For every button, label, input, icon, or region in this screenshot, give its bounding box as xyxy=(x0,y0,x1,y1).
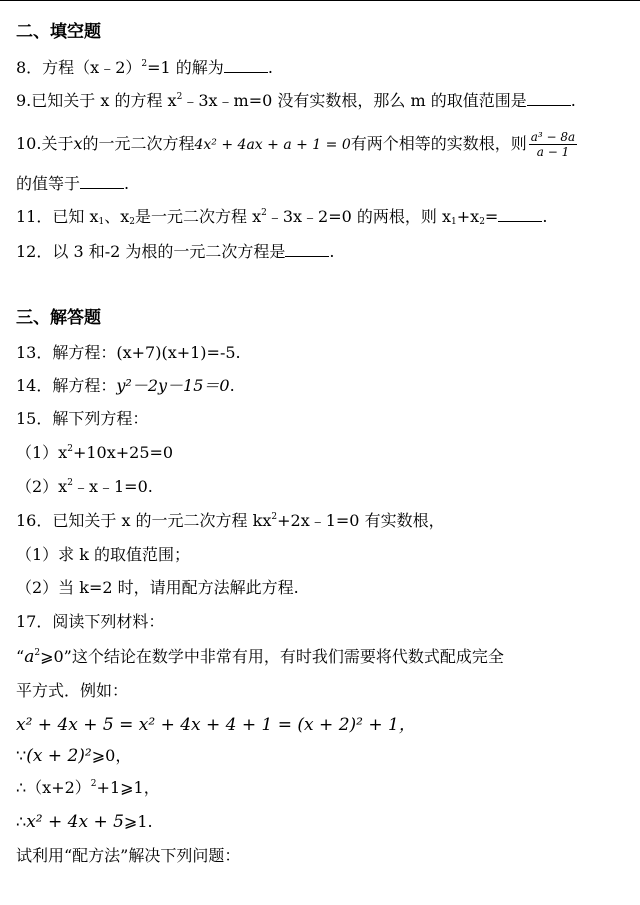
material-line-2: 平方式．例如： xyxy=(16,681,129,700)
material-line-6: ∴x² + 4x + 5⩾1. xyxy=(16,812,153,832)
question-10-continued: 的值等于 . xyxy=(16,174,130,193)
material-line-1: “$a^2⩾0$”这个结论在数学中非常有用，有时我们需要将代数式配成完全 xyxy=(16,647,504,667)
answer-blank xyxy=(80,174,124,189)
top-border-line xyxy=(0,0,640,1)
question-17: 17．阅读下列材料： xyxy=(16,612,165,631)
question-16-part-2: （2）当 k=2 时，请用配方法解此方程. xyxy=(16,578,299,597)
question-16-part-1: （1）求 k 的取值范围； xyxy=(16,545,191,564)
question-12: 12．以 3 和-2 为根的一元二次方程是 . xyxy=(16,242,335,261)
answer-blank xyxy=(498,207,542,222)
equation: 4x² + 4ax + a + 1 = 0 xyxy=(194,137,351,153)
answer-blank xyxy=(285,242,329,257)
material-line-7: 试利用“配方法”解决下列问题： xyxy=(16,846,241,865)
section-title-fill-in: 二、填空题 xyxy=(16,22,101,42)
material-line-5: $\therefore(x+2)^2+1⩾1$， xyxy=(16,778,160,797)
material-line-4: ∵(x + 2)²⩾0， xyxy=(16,746,132,766)
question-15: 15．解下列方程： xyxy=(16,409,149,428)
equation: y²－2y－15＝0 xyxy=(116,376,230,395)
question-11: 11．已知 $x_1$、$x_2$是一元二次方程 $x^2﹣3x﹣2=0$ 的两根，则 $x_1+x_2=$ . xyxy=(16,207,548,227)
question-10: 10.关于x的一元二次方程4x² + 4ax + a + 1 = 0有两个相等的实数根，则 $\frac{\text{a³ − 8a}}{a - 1}$ xyxy=(16,130,576,159)
answer-blank xyxy=(527,91,571,106)
material-line-3: x² + 4x + 5 = x² + 4x + 4 + 1 = (x + 2)² + 1， xyxy=(16,715,416,735)
question-16: 16．已知关于 x 的一元二次方程 $kx^2+2x﹣1=0$ 有实数根， xyxy=(16,511,445,530)
question-15-part-1: $(1)x^2+10x+25=0$ xyxy=(16,443,174,462)
question-15-part-2: $(2)x^2﹣x﹣1=0$. xyxy=(16,477,153,496)
question-8: 8．方程（x﹣2）$^2$=1 的解为 . xyxy=(16,58,273,77)
question-13: 13．解方程：(x+7)(x+1)=-5. xyxy=(16,343,241,362)
fraction: $\frac{\text{a³ − 8a}}{a - 1}$ xyxy=(530,130,576,159)
answer-blank xyxy=(224,58,268,73)
section-title-answer: 三、解答题 xyxy=(16,308,101,328)
question-9: 9.已知关于 x 的方程 $x^2﹣3x﹣m=0$ 没有实数根，那么 m 的取值范围是 . xyxy=(16,91,576,110)
question-14: 14．解方程：y²－2y－15＝0. xyxy=(16,376,235,395)
